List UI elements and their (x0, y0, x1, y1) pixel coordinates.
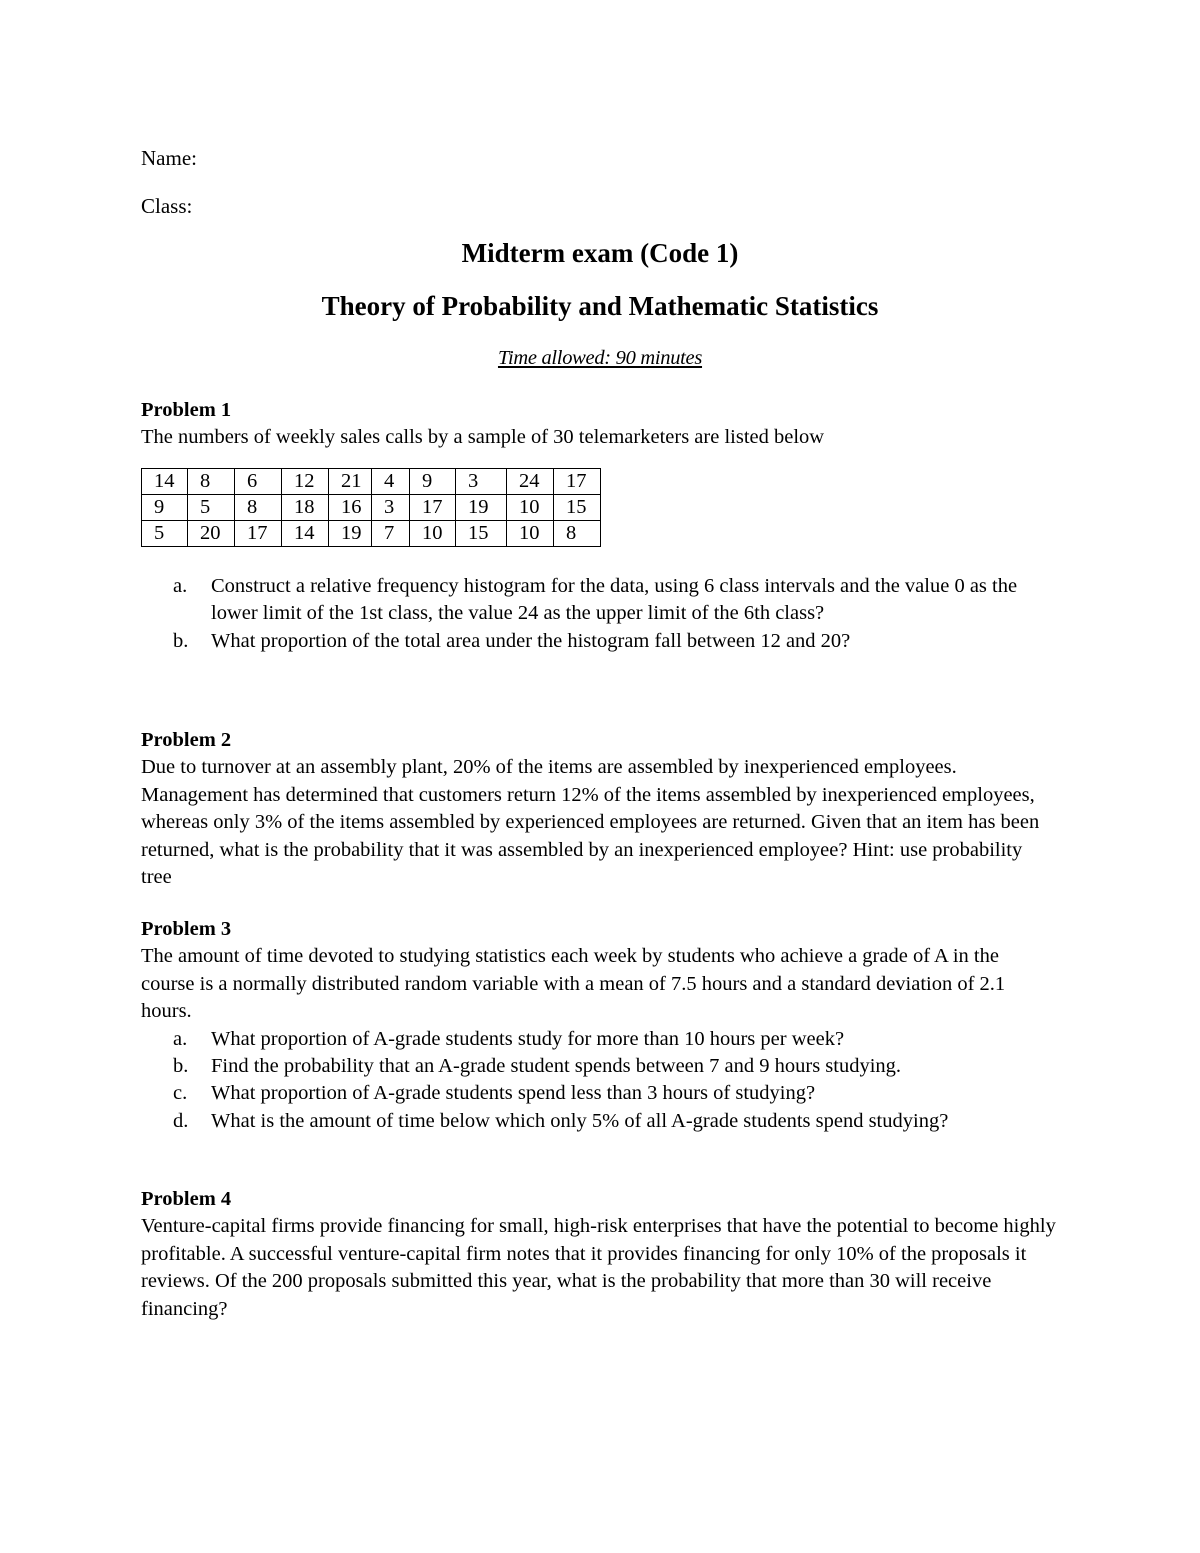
problem-heading: Problem 3 (141, 918, 232, 940)
table-cell: 18 (282, 494, 329, 520)
table-cell: 17 (235, 520, 282, 546)
list-item (141, 573, 1056, 628)
problem-1-questions (141, 573, 1056, 655)
table-cell: 10 (507, 520, 554, 546)
problem-3-questions (141, 1026, 1056, 1136)
table-cell: 8 (235, 494, 282, 520)
table-cell: 7 (372, 520, 410, 546)
table-cell: 5 (188, 494, 235, 520)
problem-1 (141, 397, 1056, 655)
time-allowed: Time allowed: 90 minutes (497, 347, 703, 369)
table-cell: 20 (188, 520, 235, 546)
table-cell: 17 (410, 494, 456, 520)
problem-2 (141, 727, 1056, 891)
table-cell: 15 (456, 520, 507, 546)
table-cell: 17 (554, 468, 601, 494)
table-cell: 3 (372, 494, 410, 520)
list-marker: b. (173, 1055, 189, 1078)
course-title: Theory of Probability and Mathematic Statistics (321, 291, 879, 321)
table-row (142, 520, 601, 546)
table-cell: 12 (282, 468, 329, 494)
problem-text: The numbers of weekly sales calls by a sample of 30 telemarketers are listed below (141, 426, 825, 449)
table-cell: 6 (235, 468, 282, 494)
problem-heading: Problem 1 (141, 399, 232, 421)
list-marker: d. (173, 1109, 189, 1132)
table-cell: 5 (142, 520, 188, 546)
problem-text: The amount of time devoted to studying statistics each week by students who achieve a grade of A in the course is a normally distributed random variable with a mean of 7.5 hours and a standard deviation of 2.1 hours. (141, 945, 1006, 1023)
table-cell: 3 (456, 468, 507, 494)
class-label: Class: (141, 194, 193, 218)
question-text: What proportion of A-grade students spend less than 3 hours of studying? (211, 1082, 816, 1105)
list-item (141, 1053, 1056, 1080)
problem-heading: Problem 4 (141, 1188, 232, 1210)
sales-calls-table (141, 468, 601, 547)
table-row (142, 468, 601, 494)
list-item (141, 628, 1056, 655)
table-row (142, 494, 601, 520)
problem-3 (141, 916, 1056, 1135)
table-cell: 14 (282, 520, 329, 546)
list-item (141, 1026, 1056, 1053)
list-item (141, 1080, 1056, 1107)
question-text: Construct a relative frequency histogram for the data, using 6 class intervals and the value 0 as the lower limit of the 1st class, the value 24 as the upper limit of the 6th class? (211, 574, 1018, 625)
list-marker: b. (173, 629, 189, 652)
list-marker: c. (173, 1082, 188, 1105)
table-cell: 19 (329, 520, 372, 546)
list-marker: a. (173, 574, 188, 597)
table-cell: 19 (456, 494, 507, 520)
table-cell: 9 (410, 468, 456, 494)
table-cell: 16 (329, 494, 372, 520)
question-text: What proportion of the total area under the histogram fall between 12 and 20? (211, 629, 851, 652)
problem-4 (141, 1186, 1056, 1323)
question-text: Find the probability that an A-grade student spends between 7 and 9 hours studying. (211, 1055, 902, 1078)
table-cell: 24 (507, 468, 554, 494)
question-text: What is the amount of time below which only 5% of all A-grade students spend studying? (211, 1109, 949, 1132)
exam-title: Midterm exam (Code 1) (461, 238, 739, 268)
problem-heading: Problem 2 (141, 729, 232, 751)
problem-text: Due to turnover at an assembly plant, 20% of the items are assembled by inexperienced employees. Management has determined that customers return 12% of the items assembled by inexperienced employees, whereas only 3% of the items assembled by experienced employees are returned. Given that an item has been returned, what is the probability that it was assembled by an inexperienced employee? Hint: use probability tree (141, 756, 1040, 889)
list-item (141, 1108, 1056, 1135)
name-label: Name: (141, 146, 197, 170)
problem-text: Venture-capital firms provide financing for small, high-risk enterprises that have the potential to become highly profitable. A successful venture-capital firm notes that it provides financing for only 10% of the proposals it reviews. Of the 200 proposals submitted this year, what is the probability that more than 30 will receive financing? (141, 1215, 1056, 1320)
table-cell: 10 (410, 520, 456, 546)
list-marker: a. (173, 1027, 188, 1050)
table-cell: 8 (188, 468, 235, 494)
table-cell: 8 (554, 520, 601, 546)
table-cell: 14 (142, 468, 188, 494)
question-text: What proportion of A-grade students study for more than 10 hours per week? (211, 1027, 845, 1050)
table-cell: 9 (142, 494, 188, 520)
table-cell: 21 (329, 468, 372, 494)
table-cell: 15 (554, 494, 601, 520)
table-cell: 10 (507, 494, 554, 520)
table-cell: 4 (372, 468, 410, 494)
